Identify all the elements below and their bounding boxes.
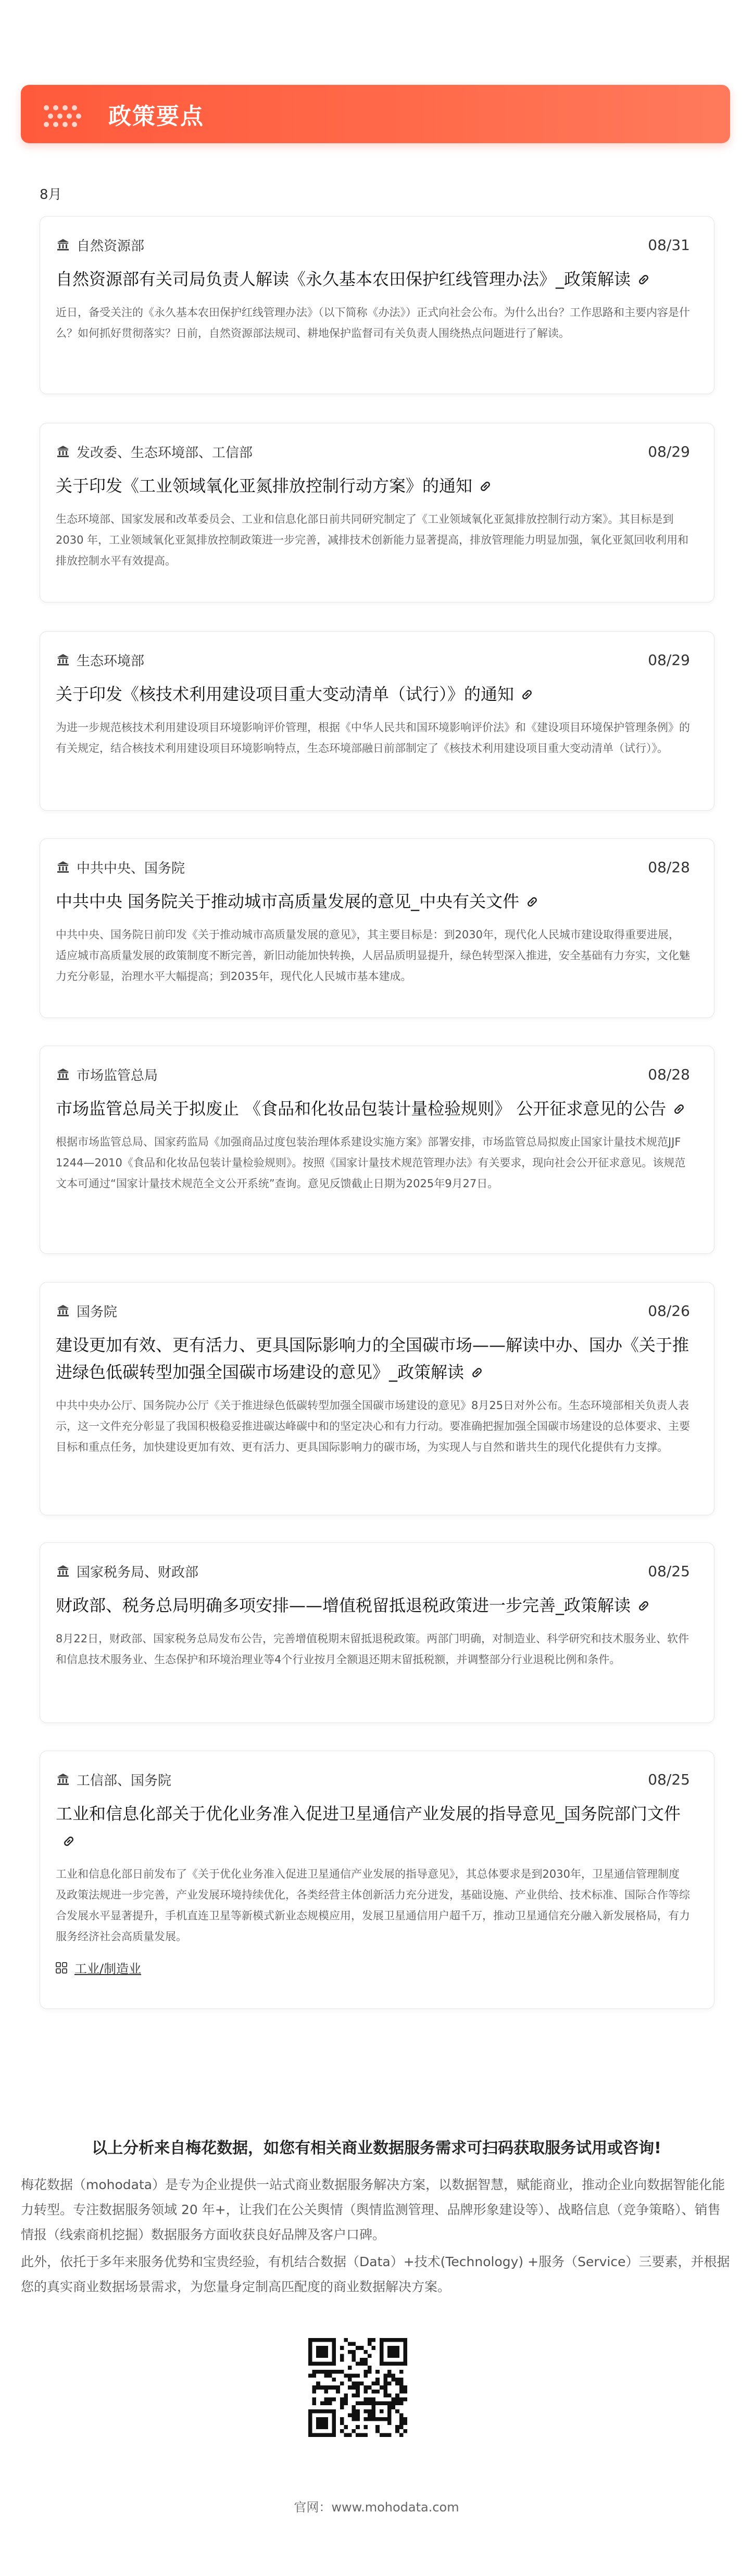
- department: [56, 1301, 117, 1321]
- card-header: [56, 857, 690, 877]
- article-title[interactable]: [56, 888, 690, 915]
- article-title[interactable]: [56, 1331, 690, 1386]
- publish-date: 08/28: [648, 858, 690, 876]
- article-card[interactable]: [40, 216, 714, 394]
- department: [56, 442, 253, 461]
- article-summary: 中共中央、国务院日前印发《关于推动城市高质量发展的意见》，其主要目标是：到2030年，现代化人民城市建设取得重要进展，适应城市高质量发展的政策制度不断完善，新旧动能加快转换，人居品质明显提升，绿色转型深入推进，安全基础有力夯实，文化魅力充分彰显，治理水平大幅提高；到2035年，现代化人民城市基本建成。: [56, 928, 690, 983]
- article-summary: 中共中央办公厅、国务院办公厅《关于推进绿色低碳转型加强全国碳市场建设的意见》8月25日对外公布。生态环境部相关负责人表示，这一文件充分彰显了我国积极稳妥推进碳达峰碳中和的坚定决心和有力行动。要准确把握加强全国碳市场建设的总体要求、主要目标和重点任务，加快建设更加有效、更有活力、更具国际影响力的碳市场，为实现人与自然和谐共生的现代化提供有力支撑。: [56, 1399, 690, 1453]
- publish-date: 08/28: [648, 1065, 690, 1083]
- link-icon[interactable]: [671, 1101, 687, 1117]
- article-title[interactable]: [56, 1800, 690, 1854]
- department-label: 生态环境部: [77, 653, 145, 669]
- publish-date: 08/29: [648, 443, 690, 460]
- article-title[interactable]: [56, 681, 690, 708]
- department-label: 自然资源部: [77, 238, 145, 254]
- link-icon[interactable]: [519, 687, 535, 702]
- publish-date: 08/31: [648, 236, 690, 254]
- government-building-icon: [56, 1067, 70, 1082]
- article-title-text[interactable]: 关于印发《工业领域氧化亚氮排放控制行动方案》的通知: [56, 476, 473, 496]
- link-icon[interactable]: [469, 1365, 485, 1380]
- card-header: [56, 234, 690, 255]
- department: [56, 1562, 198, 1581]
- link-icon[interactable]: [636, 1598, 651, 1614]
- category-grid-icon: [56, 1962, 67, 1974]
- article-title-text[interactable]: 建设更加有效、更有活力、更具国际影响力的全国碳市场——解读中办、国办《关于推进绿色低碳转型加强全国碳市场建设的意见》_政策解读: [56, 1335, 689, 1382]
- link-icon[interactable]: [636, 272, 651, 287]
- article-summary: 近日，备受关注的《永久基本农田保护红线管理办法》（以下简称《办法》）正式向社会公布。为什么出台？工作思路和主要内容是什么？如何抓好贯彻落实？日前，自然资源部法规司、耕地保护监督司有关负责人围绕热点问题进行了解读。: [56, 306, 690, 340]
- publish-date: 08/25: [648, 1562, 690, 1580]
- article-title-text[interactable]: 关于印发《核技术利用建设项目重大变动清单（试行）》的通知: [56, 684, 514, 704]
- department-label: 国务院: [77, 1304, 118, 1320]
- article-title[interactable]: [56, 1592, 690, 1619]
- publish-date: 08/26: [648, 1302, 690, 1320]
- article-title[interactable]: [56, 1095, 690, 1122]
- section-banner: [21, 85, 730, 143]
- qr-code-icon: [308, 2338, 407, 2437]
- government-building-icon: [56, 1772, 70, 1787]
- department: [56, 1770, 171, 1789]
- article-card[interactable]: [40, 631, 714, 811]
- month-label: 8月: [40, 187, 62, 203]
- article-summary: 根据市场监管总局、国家药监局《加强商品过度包装治理体系建设实施方案》部署安排，市场监管总局拟废止国家计量技术规范JJF 1244—2010《食品和化妆品包装计量检验规则》。按照《国家计量技术规范管理办法》有关要求，现向社会公开征求意见。该规范文本可通过“国家计量技术规范全文公开系统”查询。意见反馈截止日期为2025年9月27日。: [56, 1136, 686, 1190]
- link-icon[interactable]: [524, 894, 540, 910]
- dots-decoration-icon: [44, 101, 101, 127]
- article-card[interactable]: [40, 1046, 714, 1254]
- department: [56, 1065, 158, 1084]
- card-header: [56, 441, 690, 462]
- article-summary: 8月22日，财政部、国家税务总局发布公告，完善增值税期末留抵退税政策。两部门明确，对制造业、科学研究和技术服务业、软件和信息技术服务业、生态保护和环境治理业等4个行业按月全额退还期末留抵税额，并调整部分行业退税比例和条件。: [56, 1632, 689, 1666]
- department-label: 国家税务局、财政部: [77, 1564, 199, 1580]
- article-card[interactable]: [40, 1751, 714, 2009]
- article-summary: 工业和信息化部日前发布了《关于优化业务准入促进卫星通信产业发展的指导意见》，其总体要求是到2030年，卫星通信管理制度及政策法规进一步完善，产业发展环境持续优化，各类经营主体创新活力充分迸发，基础设施、产业供给、技术标准、国际合作等综合发展水平显著提升，手机直连卫星等新模式新业态规模应用，发展卫星通信用户超千万，推动卫星通信充分融入新发展格局，有力服务经济社会高质量发展。: [56, 1868, 690, 1943]
- article-title-text[interactable]: 工业和信息化部关于优化业务准入促进卫星通信产业发展的指导意见_国务院部门文件: [56, 1804, 681, 1824]
- website-link[interactable]: 官网：www.mohodata.com: [294, 2500, 459, 2515]
- department: [56, 650, 144, 670]
- article-title-text[interactable]: 中共中央 国务院关于推动城市高质量发展的意见_中央有关文件: [56, 891, 520, 911]
- article-card[interactable]: [40, 1282, 714, 1515]
- government-building-icon: [56, 444, 70, 459]
- card-header: [56, 1300, 690, 1321]
- publish-date: 08/29: [648, 651, 690, 669]
- department: [56, 235, 144, 255]
- article-title[interactable]: [56, 472, 690, 499]
- footer-intro: 梅花数据（mohodata）是专为企业提供一站式商业数据服务解决方案，以数据智慧，赋能商业，推动企业向数据智能化能力转型。专注数据服务领域 20 年+，让我们在公关舆情（舆情监测管理、品牌形象建设等）、战略信息（竞争策略）、销售情报（线索商机挖掘）数据服务方面收获良好品牌及客户口碑。: [21, 2177, 725, 2242]
- article-summary: 为进一步规范核技术利用建设项目环境影响评价管理，根据《中华人民共和国环境影响评价法》和《建设项目环境保护管理条例》的有关规定，结合核技术利用建设项目环境影响特点，生态环境部融日前部制定了《核技术利用建设项目重大变动清单（试行）》。: [56, 721, 690, 755]
- card-header: [56, 1064, 690, 1085]
- link-icon[interactable]: [61, 1833, 77, 1849]
- article-summary: 生态环境部、国家发展和改革委员会、工业和信息化部日前共同研究制定了《工业领域氧化亚氮排放控制行动方案》。其目标是到 2030 年，工业领域氧化亚氮排放控制政策进一步完善，减排技术创新能力显著提高，排放管理能力明显加强，氧化亚氮回收利用和排放控制水平有效提高。: [56, 513, 689, 567]
- government-building-icon: [56, 860, 70, 874]
- footer-lead: 以上分析来自梅花数据，如您有相关商业数据服务需求可扫码获取服务试用或咨询!: [92, 2139, 661, 2157]
- article-title-text[interactable]: 自然资源部有关司局负责人解读《永久基本农田保护红线管理办法》_政策解读: [56, 269, 631, 289]
- department-label: 工信部、国务院: [77, 1773, 172, 1789]
- government-building-icon: [56, 237, 70, 252]
- card-header: [56, 1769, 690, 1790]
- government-building-icon: [56, 1303, 70, 1318]
- link-icon[interactable]: [478, 479, 493, 494]
- article-title[interactable]: [56, 266, 690, 293]
- government-building-icon: [56, 652, 70, 667]
- publish-date: 08/25: [648, 1770, 690, 1788]
- department-label: 市场监管总局: [77, 1067, 158, 1084]
- article-card[interactable]: [40, 423, 714, 602]
- article-card[interactable]: [40, 1542, 714, 1723]
- industry-tag[interactable]: [56, 1958, 690, 1977]
- section-title: 政策要点: [108, 103, 204, 130]
- footer-service: 此外，依托于多年来服务优势和宝贵经验，有机结合数据（Data）+技术(Technology) +服务（Service）三要素，并根据您的真实商业数据场景需求，为您量身定制高匹配度的商业数据解决方案。: [21, 2254, 730, 2294]
- card-header: [56, 1561, 690, 1581]
- article-card[interactable]: [40, 838, 714, 1018]
- department: [56, 858, 185, 877]
- card-header: [56, 649, 690, 670]
- department-label: 中共中央、国务院: [77, 860, 185, 876]
- article-title-text[interactable]: 财政部、税务总局明确多项安排——增值税留抵退税政策进一步完善_政策解读: [56, 1595, 631, 1615]
- department-label: 发改委、生态环境部、工信部: [77, 445, 253, 461]
- government-building-icon: [56, 1564, 70, 1578]
- industry-tag-label[interactable]: 工业/制造业: [74, 1962, 142, 1976]
- article-title-text[interactable]: 市场监管总局关于拟废止 《食品和化妆品包装计量检验规则》 公开征求意见的公告: [56, 1099, 667, 1119]
